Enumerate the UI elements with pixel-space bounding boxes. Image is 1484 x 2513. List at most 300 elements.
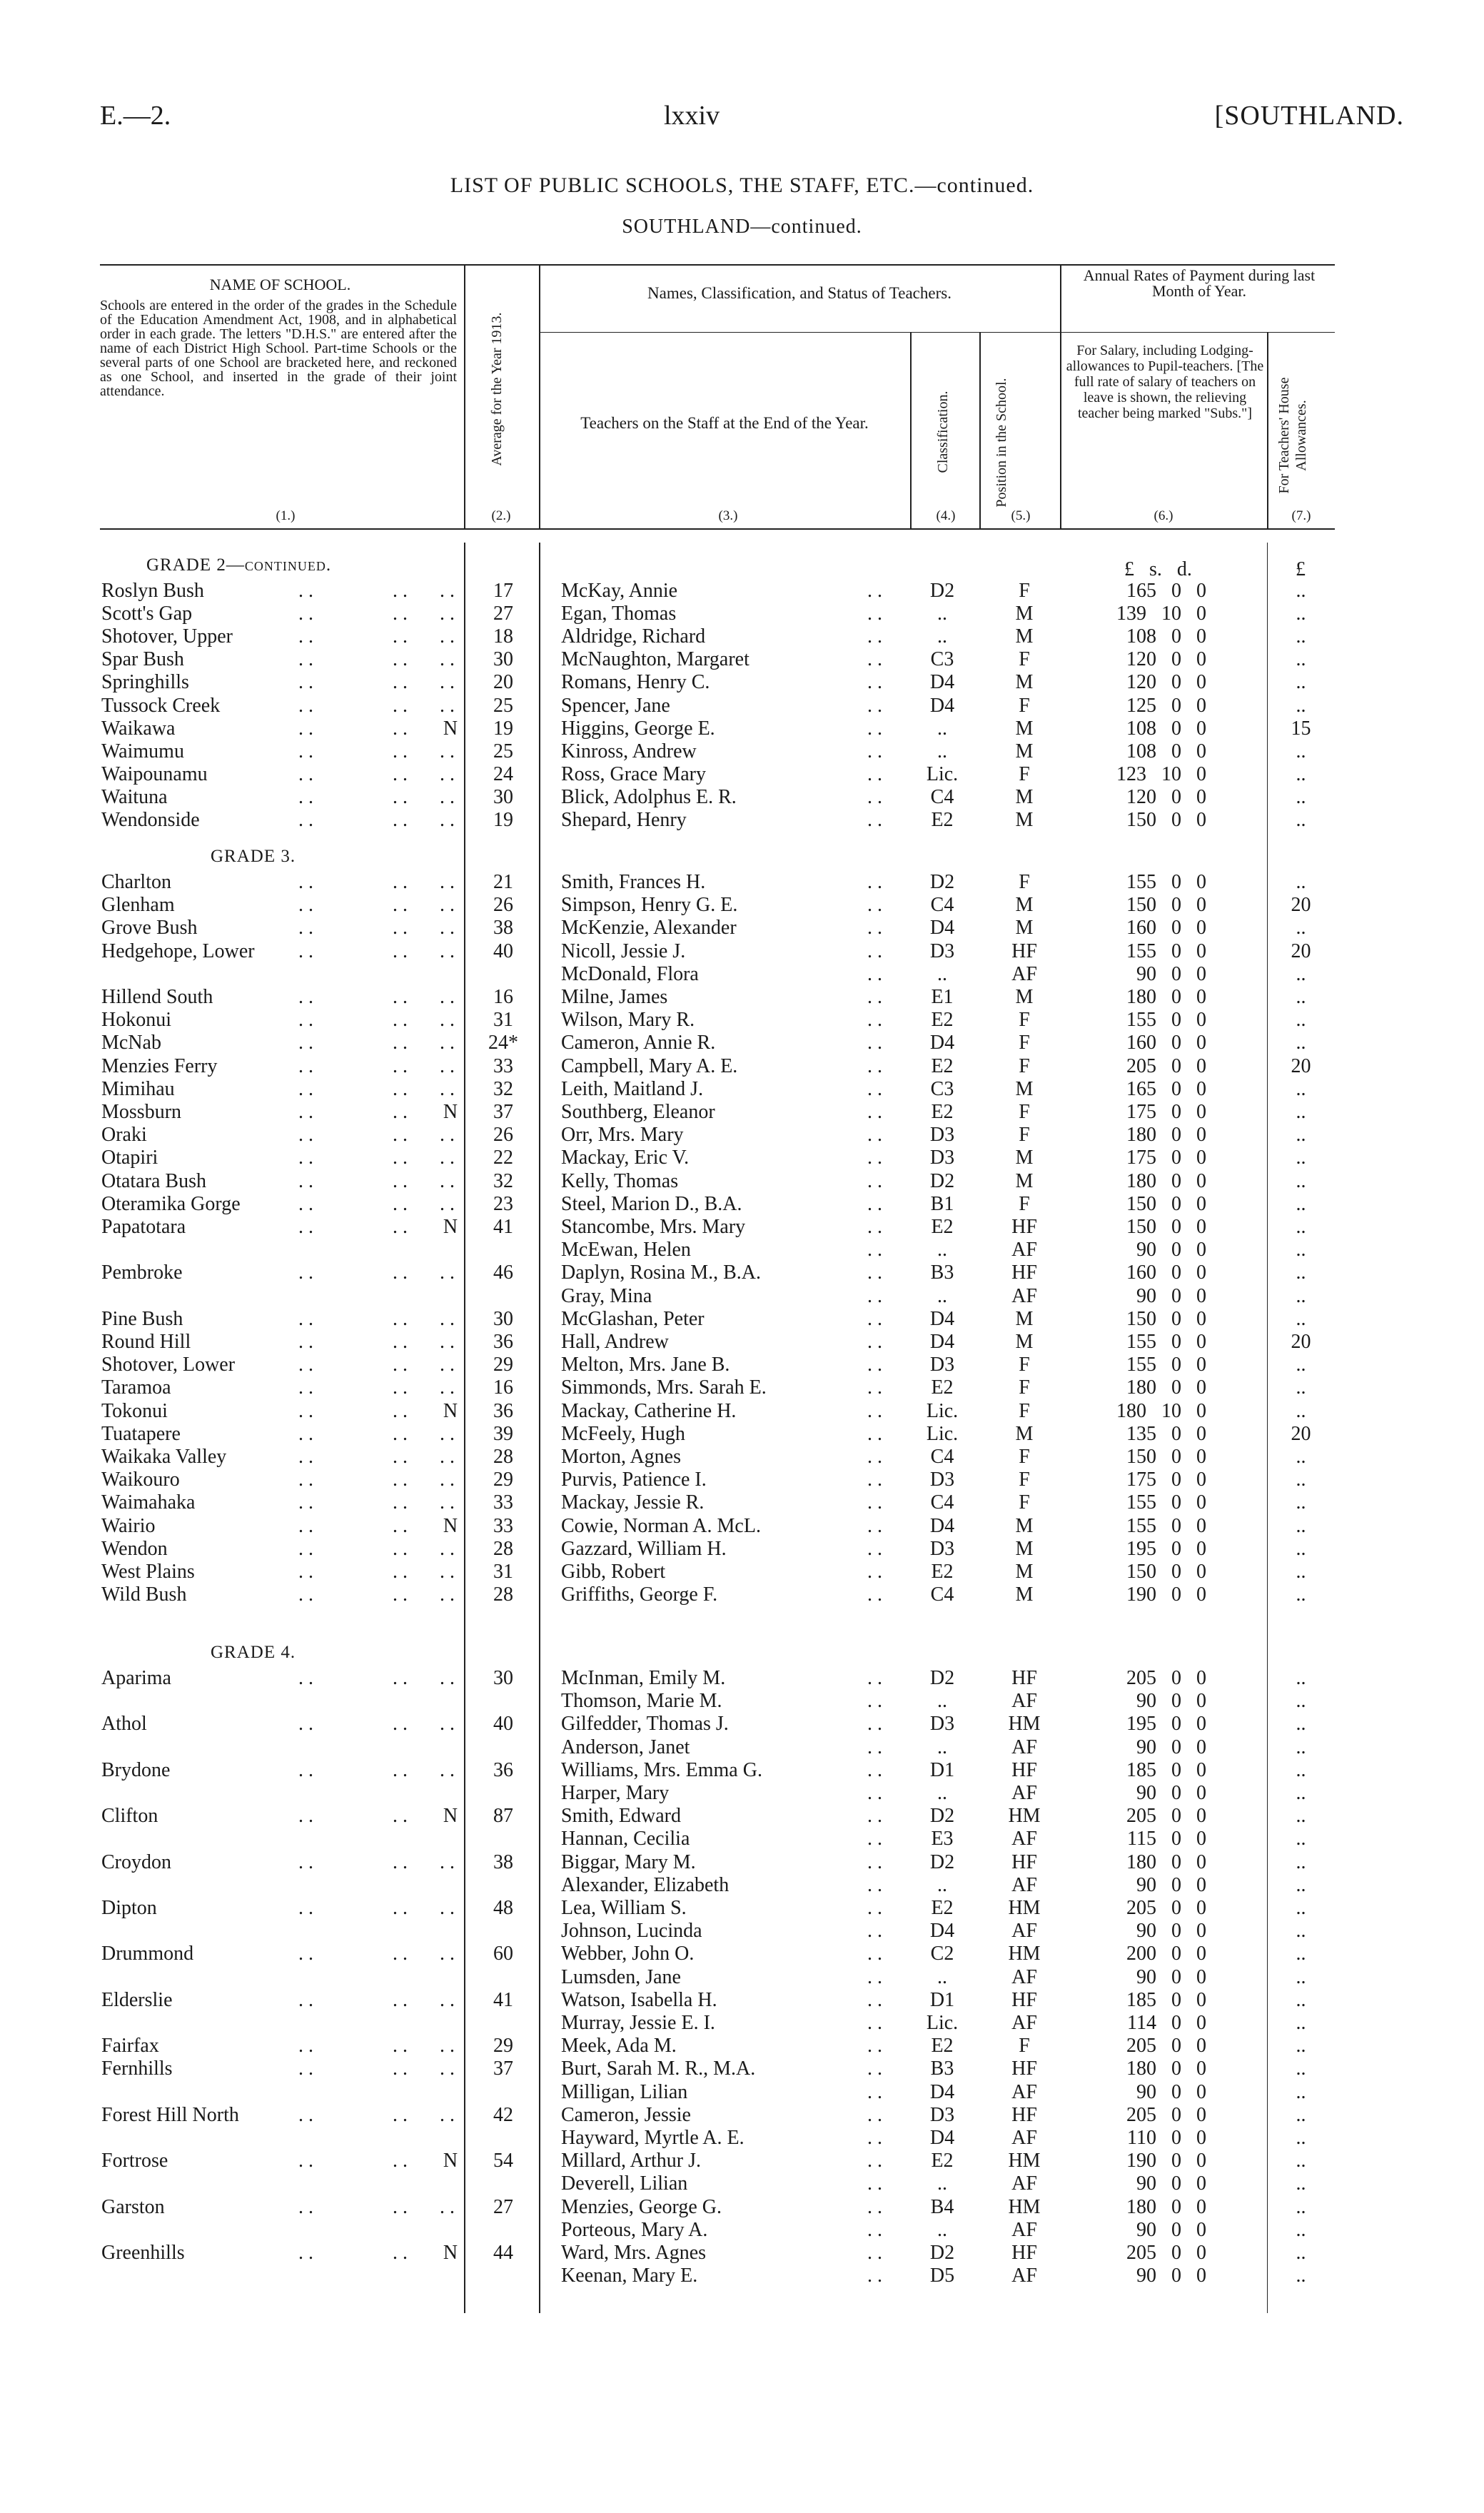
table-row bbox=[0, 2219, 1484, 2242]
leader-dots: . . bbox=[298, 940, 313, 962]
school-name: Aparima bbox=[101, 1667, 171, 1689]
leader-dots: . . bbox=[867, 2035, 882, 2057]
average-attendance: 29 bbox=[493, 1354, 513, 1376]
leader-dots: . . bbox=[440, 894, 455, 916]
classification: .. bbox=[937, 740, 947, 762]
classification: .. bbox=[937, 1782, 947, 1804]
house-allowance: .. bbox=[1296, 1170, 1306, 1192]
leader-dots: . . bbox=[298, 1400, 313, 1422]
salary-rate: 108 0 0 bbox=[1126, 740, 1206, 762]
position: M bbox=[1015, 625, 1034, 648]
salary-rate: 90 0 0 bbox=[1136, 963, 1206, 985]
leader-dots: . . bbox=[867, 580, 882, 602]
house-allowance: .. bbox=[1296, 1354, 1306, 1376]
house-allowance: .. bbox=[1296, 1989, 1306, 2011]
average-attendance: 48 bbox=[493, 1897, 513, 1919]
leader-dots: . . bbox=[867, 1759, 882, 1781]
average-attendance: 21 bbox=[493, 871, 513, 893]
house-allowance: .. bbox=[1296, 2081, 1306, 2103]
school-name: Shotover, Lower bbox=[101, 1354, 236, 1376]
teacher-name: Harper, Mary bbox=[561, 1782, 670, 1804]
average-attendance: 29 bbox=[493, 1469, 513, 1491]
average-attendance: 28 bbox=[493, 1583, 513, 1606]
classification: D4 bbox=[929, 671, 955, 693]
house-allowance: .. bbox=[1296, 1943, 1306, 1965]
leader-dots: . . bbox=[440, 740, 455, 762]
position: AF bbox=[1011, 2081, 1037, 2103]
leader-dots: . . bbox=[298, 2104, 313, 2126]
salary-rate: 160 0 0 bbox=[1126, 1261, 1206, 1284]
table-row bbox=[0, 1261, 1484, 1284]
classification: D5 bbox=[929, 2265, 955, 2287]
salary-rate: 205 0 0 bbox=[1126, 1897, 1206, 1919]
col-number: (5.) bbox=[1011, 508, 1031, 523]
house-allowance: .. bbox=[1296, 1147, 1306, 1169]
school-name: Waikawa bbox=[101, 717, 176, 740]
leader-dots: . . bbox=[298, 1101, 313, 1123]
salary-rate: 155 0 0 bbox=[1126, 1009, 1206, 1031]
leader-dots: . . bbox=[867, 1216, 882, 1238]
leader-dots: . . bbox=[867, 1032, 882, 1054]
house-allowance: .. bbox=[1296, 580, 1306, 602]
position: AF bbox=[1011, 2127, 1037, 2149]
leader-dots: . . bbox=[393, 1055, 408, 1077]
table-row bbox=[0, 1101, 1484, 1124]
school-name: Waituna bbox=[101, 786, 168, 808]
leader-dots: . . bbox=[440, 2035, 455, 2057]
school-name: Greenhills bbox=[101, 2242, 185, 2264]
teacher-name: Steel, Marion D., B.A. bbox=[561, 1193, 742, 1215]
salary-rate: 180 0 0 bbox=[1126, 1376, 1206, 1399]
table-row bbox=[0, 2150, 1484, 2172]
table-row bbox=[0, 1055, 1484, 1078]
classification: .. bbox=[937, 2219, 947, 2241]
leader-dots: . . bbox=[393, 740, 408, 762]
table-row bbox=[0, 1446, 1484, 1469]
leader-dots: . . bbox=[393, 1400, 408, 1422]
leader-dots: . . bbox=[393, 871, 408, 893]
leader-dots: . . bbox=[298, 1989, 313, 2011]
school-name: Mossburn bbox=[101, 1101, 182, 1123]
leader-dots: . . bbox=[440, 1308, 455, 1330]
teacher-name: Lumsden, Jane bbox=[561, 1966, 681, 1988]
leader-dots: . . bbox=[298, 1515, 313, 1537]
position: F bbox=[1019, 1469, 1030, 1491]
classification: .. bbox=[937, 963, 947, 985]
school-name: Fortrose bbox=[101, 2150, 168, 2172]
leader-dots: . . bbox=[393, 1897, 408, 1919]
table-row bbox=[0, 1538, 1484, 1561]
salary-rate: 90 0 0 bbox=[1136, 1690, 1206, 1712]
leader-dots: . . bbox=[440, 940, 455, 962]
leader-dots: . . bbox=[867, 871, 882, 893]
position: AF bbox=[1011, 1782, 1037, 1804]
school-name: Otatara Bush bbox=[101, 1170, 206, 1192]
leader-dots: . . bbox=[298, 1805, 313, 1827]
salary-rate: 205 0 0 bbox=[1126, 2104, 1206, 2126]
classification: .. bbox=[937, 1239, 947, 1261]
house-allowance: .. bbox=[1296, 1583, 1306, 1606]
leader-dots: . . bbox=[867, 2104, 882, 2126]
teacher-name: McInman, Emily M. bbox=[561, 1667, 726, 1689]
leader-dots: . . bbox=[867, 1782, 882, 1804]
school-name: Croydon bbox=[101, 1851, 171, 1873]
teacher-name: McKenzie, Alexander bbox=[561, 917, 737, 939]
average-attendance: 19 bbox=[493, 809, 513, 831]
school-name: Wild Bush bbox=[101, 1583, 187, 1606]
leader-dots: . . bbox=[867, 2265, 882, 2287]
table-row bbox=[0, 1147, 1484, 1169]
leader-dots: . . bbox=[867, 717, 882, 740]
leader-dots: . . bbox=[393, 1261, 408, 1284]
leader-dots: . . bbox=[393, 1561, 408, 1583]
table-row bbox=[0, 1423, 1484, 1446]
salary-rate: 190 0 0 bbox=[1126, 2150, 1206, 2172]
col5-heading: Position in the School. bbox=[994, 378, 1009, 508]
salary-rate: 190 0 0 bbox=[1126, 1583, 1206, 1606]
teacher-name: Keenan, Mary E. bbox=[561, 2265, 698, 2287]
salary-rate: 165 0 0 bbox=[1126, 580, 1206, 602]
school-name: Wairio bbox=[101, 1515, 156, 1537]
table-row bbox=[0, 2012, 1484, 2035]
classification: D3 bbox=[929, 1124, 955, 1146]
school-flag: N bbox=[443, 2242, 458, 2264]
position: F bbox=[1019, 871, 1030, 893]
house-allowance: .. bbox=[1296, 1667, 1306, 1689]
school-name: Drummond bbox=[101, 1943, 194, 1965]
house-allowance: .. bbox=[1296, 986, 1306, 1008]
leader-dots: . . bbox=[393, 2196, 408, 2218]
leader-dots: . . bbox=[393, 695, 408, 717]
leader-dots: . . bbox=[298, 894, 313, 916]
salary-rate: 155 0 0 bbox=[1126, 940, 1206, 962]
table-row bbox=[0, 1966, 1484, 1989]
leader-dots: . . bbox=[440, 1583, 455, 1606]
table-row bbox=[0, 1515, 1484, 1538]
table-row bbox=[0, 717, 1484, 740]
average-attendance: 18 bbox=[493, 625, 513, 648]
position: F bbox=[1019, 1101, 1030, 1123]
leader-dots: . . bbox=[867, 1147, 882, 1169]
table-row bbox=[0, 763, 1484, 786]
teacher-name: Cowie, Norman A. McL. bbox=[561, 1515, 761, 1537]
leader-dots: . . bbox=[440, 2058, 455, 2080]
average-attendance: 41 bbox=[493, 1216, 513, 1238]
leader-dots: . . bbox=[440, 1170, 455, 1192]
header-bottom-rule bbox=[100, 528, 1335, 530]
leader-dots: . . bbox=[867, 1308, 882, 1330]
table-row bbox=[0, 1897, 1484, 1920]
salary-rate: 90 0 0 bbox=[1136, 1920, 1206, 1942]
grade-heading: GRADE 2—continued. bbox=[146, 555, 332, 575]
leader-dots: . . bbox=[393, 1354, 408, 1376]
house-allowance: .. bbox=[1296, 1782, 1306, 1804]
classification: D3 bbox=[929, 1538, 955, 1560]
table-row bbox=[0, 1124, 1484, 1147]
leader-dots: . . bbox=[298, 1583, 313, 1606]
table-row bbox=[0, 1667, 1484, 1690]
house-allowance: .. bbox=[1296, 1308, 1306, 1330]
table-row bbox=[0, 1285, 1484, 1308]
table-row bbox=[0, 2058, 1484, 2080]
leader-dots: . . bbox=[440, 1032, 455, 1054]
house-allowance: .. bbox=[1296, 1216, 1306, 1238]
document-title: LIST OF PUBLIC SCHOOLS, THE STAFF, ETC.—continued. bbox=[450, 173, 1034, 197]
house-allowance: .. bbox=[1296, 1538, 1306, 1560]
school-name: McNab bbox=[101, 1032, 161, 1054]
table-row bbox=[0, 1851, 1484, 1874]
teacher-name: Biggar, Mary M. bbox=[561, 1851, 696, 1873]
leader-dots: . . bbox=[867, 1851, 882, 1873]
leader-dots: . . bbox=[867, 1583, 882, 1606]
average-attendance: 25 bbox=[493, 740, 513, 762]
average-attendance: 24 bbox=[493, 763, 513, 785]
leader-dots: . . bbox=[867, 1423, 882, 1445]
teacher-name: Johnson, Lucinda bbox=[561, 1920, 702, 1942]
table-row bbox=[0, 695, 1484, 717]
teacher-name: Williams, Mrs. Emma G. bbox=[561, 1759, 762, 1781]
leader-dots: . . bbox=[867, 1101, 882, 1123]
average-attendance: 87 bbox=[493, 1805, 513, 1827]
average-attendance: 54 bbox=[493, 2150, 513, 2172]
table-row bbox=[0, 809, 1484, 832]
school-name: Papatotara bbox=[101, 1216, 186, 1238]
house-allowance: .. bbox=[1296, 963, 1306, 985]
leader-dots: . . bbox=[867, 2219, 882, 2241]
school-name: Spar Bush bbox=[101, 648, 184, 670]
col-divider bbox=[464, 264, 465, 530]
house-allowance: .. bbox=[1296, 809, 1306, 831]
leader-dots: . . bbox=[440, 871, 455, 893]
leader-dots: . . bbox=[867, 671, 882, 693]
classification: D2 bbox=[929, 580, 955, 602]
house-allowance: .. bbox=[1296, 1491, 1306, 1514]
position: F bbox=[1019, 763, 1030, 785]
leader-dots: . . bbox=[393, 2058, 408, 2080]
salary-rate: 195 0 0 bbox=[1126, 1538, 1206, 1560]
leader-dots: . . bbox=[867, 1124, 882, 1146]
teacher-name: Daplyn, Rosina M., B.A. bbox=[561, 1261, 761, 1284]
position: M bbox=[1015, 986, 1034, 1008]
leader-dots: . . bbox=[393, 1759, 408, 1781]
position: F bbox=[1019, 580, 1030, 602]
classification: D4 bbox=[929, 1308, 955, 1330]
report-code: E.—2. bbox=[100, 101, 171, 131]
leader-dots: . . bbox=[298, 717, 313, 740]
teacher-name: Hall, Andrew bbox=[561, 1331, 669, 1353]
leader-dots: . . bbox=[440, 1943, 455, 1965]
table-row bbox=[0, 1690, 1484, 1713]
leader-dots: . . bbox=[867, 1170, 882, 1192]
teacher-name: Morton, Agnes bbox=[561, 1446, 681, 1468]
salary-rate: 90 0 0 bbox=[1136, 1239, 1206, 1261]
teacher-name: Thomson, Marie M. bbox=[561, 1690, 722, 1712]
leader-dots: . . bbox=[440, 986, 455, 1008]
position: AF bbox=[1011, 2172, 1037, 2195]
house-allowance: .. bbox=[1296, 1239, 1306, 1261]
leader-dots: . . bbox=[393, 786, 408, 808]
average-attendance: 38 bbox=[493, 1851, 513, 1873]
leader-dots: . . bbox=[440, 1469, 455, 1491]
salary-rate: 195 0 0 bbox=[1126, 1713, 1206, 1735]
classification: E2 bbox=[931, 1055, 954, 1077]
school-name: Elderslie bbox=[101, 1989, 173, 2011]
leader-dots: . . bbox=[393, 2104, 408, 2126]
leader-dots: . . bbox=[440, 1423, 455, 1445]
average-attendance: 28 bbox=[493, 1538, 513, 1560]
leader-dots: . . bbox=[298, 1759, 313, 1781]
teacher-name: Burt, Sarah M. R., M.A. bbox=[561, 2058, 756, 2080]
salary-rate: 115 0 0 bbox=[1127, 1828, 1206, 1850]
house-allowance: .. bbox=[1296, 2150, 1306, 2172]
leader-dots: . . bbox=[440, 1989, 455, 2011]
leader-dots: . . bbox=[393, 603, 408, 625]
col-divider bbox=[910, 332, 912, 530]
teacher-name: Kinross, Andrew bbox=[561, 740, 697, 762]
house-allowance: .. bbox=[1296, 2219, 1306, 2241]
teacher-name: Gibb, Robert bbox=[561, 1561, 666, 1583]
position: HF bbox=[1011, 1261, 1037, 1284]
position: AF bbox=[1011, 2219, 1037, 2241]
position: AF bbox=[1011, 1285, 1037, 1307]
position: F bbox=[1019, 1446, 1030, 1468]
leader-dots: . . bbox=[393, 671, 408, 693]
teacher-name: Aldridge, Richard bbox=[561, 625, 706, 648]
leader-dots: . . bbox=[298, 1897, 313, 1919]
average-attendance: 28 bbox=[493, 1446, 513, 1468]
leader-dots: . . bbox=[440, 695, 455, 717]
leader-dots: . . bbox=[298, 1538, 313, 1560]
position: F bbox=[1019, 1124, 1030, 1146]
teacher-name: Ross, Grace Mary bbox=[561, 763, 706, 785]
col-divider bbox=[539, 264, 540, 530]
teacher-name: Gray, Mina bbox=[561, 1285, 652, 1307]
leader-dots: . . bbox=[393, 1851, 408, 1873]
col-number: (7.) bbox=[1291, 508, 1311, 523]
teacher-name: McGlashan, Peter bbox=[561, 1308, 705, 1330]
table-row bbox=[0, 603, 1484, 625]
teacher-name: Egan, Thomas bbox=[561, 603, 677, 625]
leader-dots: . . bbox=[393, 1943, 408, 1965]
average-attendance: 37 bbox=[493, 1101, 513, 1123]
position: F bbox=[1019, 1193, 1030, 1215]
teacher-name: Webber, John O. bbox=[561, 1943, 695, 1965]
leader-dots: . . bbox=[298, 917, 313, 939]
col-number: (3.) bbox=[718, 508, 738, 523]
leader-dots: . . bbox=[393, 1583, 408, 1606]
salary-rate: 90 0 0 bbox=[1136, 1874, 1206, 1896]
average-attendance: 32 bbox=[493, 1170, 513, 1192]
table-row bbox=[0, 1216, 1484, 1239]
average-attendance: 20 bbox=[493, 671, 513, 693]
col-divider bbox=[1060, 264, 1061, 530]
teacher-name: Southberg, Eleanor bbox=[561, 1101, 715, 1123]
house-allowance: 20 bbox=[1291, 1055, 1311, 1077]
school-name: Waikouro bbox=[101, 1469, 180, 1491]
leader-dots: . . bbox=[867, 1966, 882, 1988]
classification: E1 bbox=[931, 986, 954, 1008]
leader-dots: . . bbox=[393, 2150, 408, 2172]
teacher-name: Wilson, Mary R. bbox=[561, 1009, 695, 1031]
classification: D4 bbox=[929, 2081, 955, 2103]
region-label: [SOUTHLAND. bbox=[1214, 101, 1404, 131]
table-row bbox=[0, 580, 1484, 603]
school-name: Otapiri bbox=[101, 1147, 158, 1169]
house-allowance: 20 bbox=[1291, 1331, 1311, 1353]
leader-dots: . . bbox=[867, 1561, 882, 1583]
house-allowance: .. bbox=[1296, 871, 1306, 893]
classification: D2 bbox=[929, 1170, 955, 1192]
col-divider bbox=[979, 332, 981, 530]
school-name: Waimahaka bbox=[101, 1491, 196, 1514]
position: AF bbox=[1011, 2012, 1037, 2034]
leader-dots: . . bbox=[440, 1078, 455, 1100]
house-allowance: .. bbox=[1296, 603, 1306, 625]
leader-dots: . . bbox=[440, 603, 455, 625]
position: M bbox=[1015, 603, 1034, 625]
col-divider bbox=[1267, 332, 1268, 530]
leader-dots: . . bbox=[393, 986, 408, 1008]
school-flag: N bbox=[443, 717, 458, 740]
teacher-name: Spencer, Jane bbox=[561, 695, 670, 717]
table-row bbox=[0, 963, 1484, 986]
teacher-name: Smith, Edward bbox=[561, 1805, 681, 1827]
table-row bbox=[0, 786, 1484, 809]
leader-dots: . . bbox=[440, 1561, 455, 1583]
salary-rate: 108 0 0 bbox=[1126, 717, 1206, 740]
col-number: (1.) bbox=[276, 508, 296, 523]
position: AF bbox=[1011, 1736, 1037, 1758]
leader-dots: . . bbox=[440, 786, 455, 808]
teacher-name: Smith, Frances H. bbox=[561, 871, 706, 893]
house-allowance: .. bbox=[1296, 1897, 1306, 1919]
leader-dots: . . bbox=[440, 1331, 455, 1353]
classification: .. bbox=[937, 2172, 947, 2195]
leader-dots: . . bbox=[867, 1009, 882, 1031]
table-row bbox=[0, 1078, 1484, 1101]
average-attendance: 29 bbox=[493, 2035, 513, 2057]
leader-dots: . . bbox=[298, 986, 313, 1008]
position: F bbox=[1019, 1354, 1030, 1376]
teacher-name: McNaughton, Margaret bbox=[561, 648, 749, 670]
position: AF bbox=[1011, 1828, 1037, 1850]
leader-dots: . . bbox=[867, 1078, 882, 1100]
position: AF bbox=[1011, 963, 1037, 985]
classification: D2 bbox=[929, 1851, 955, 1873]
classification: D4 bbox=[929, 695, 955, 717]
leader-dots: . . bbox=[393, 1667, 408, 1689]
leader-dots: . . bbox=[298, 1469, 313, 1491]
teacher-name: Alexander, Elizabeth bbox=[561, 1874, 730, 1896]
house-allowance: .. bbox=[1296, 1124, 1306, 1146]
house-allowance: .. bbox=[1296, 1009, 1306, 1031]
col2-heading: Average for the Year 1913. bbox=[489, 312, 505, 466]
leader-dots: . . bbox=[298, 1354, 313, 1376]
position: M bbox=[1015, 1538, 1034, 1560]
school-name: Waikaka Valley bbox=[101, 1446, 227, 1468]
classification: D1 bbox=[929, 1759, 955, 1781]
classification: .. bbox=[937, 717, 947, 740]
classification: Lic. bbox=[926, 2012, 959, 2034]
leader-dots: . . bbox=[867, 963, 882, 985]
teacher-name: Melton, Mrs. Jane B. bbox=[561, 1354, 730, 1376]
salary-rate: 200 0 0 bbox=[1126, 1943, 1206, 1965]
leader-dots: . . bbox=[393, 1101, 408, 1123]
house-allowance: .. bbox=[1296, 2127, 1306, 2149]
leader-dots: . . bbox=[298, 2196, 313, 2218]
page-number: lxxiv bbox=[664, 101, 720, 131]
leader-dots: . . bbox=[393, 1376, 408, 1399]
